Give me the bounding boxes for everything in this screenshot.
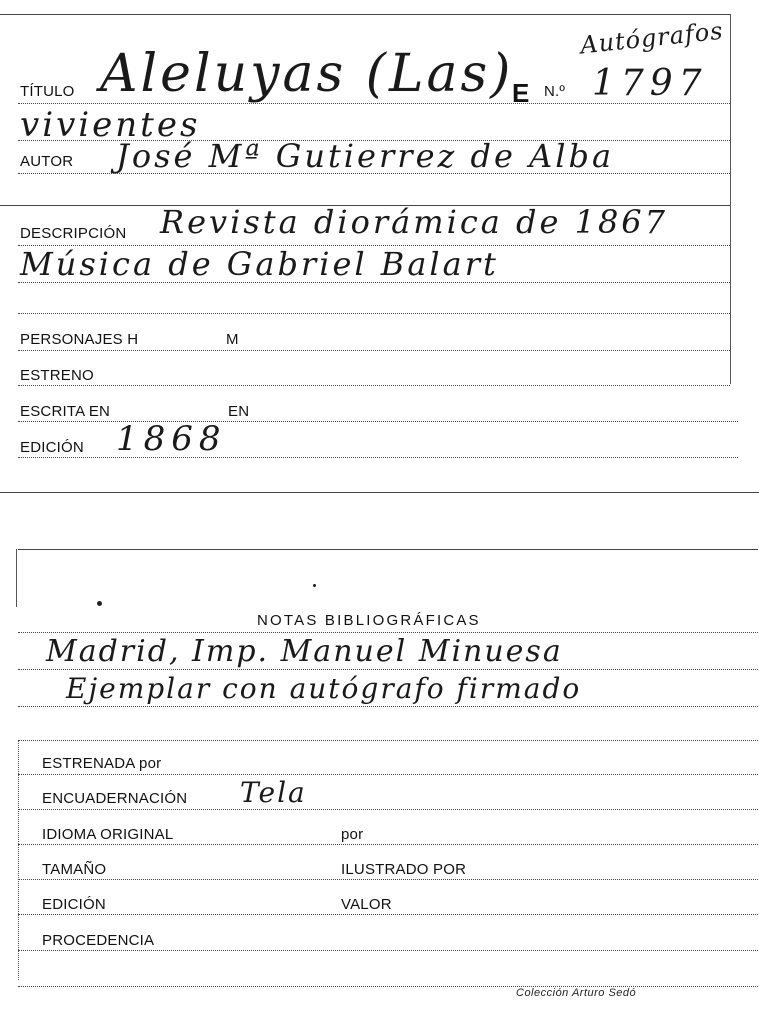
encuadernacion-handwritten: Tela: [240, 776, 307, 809]
back-bottom-line: [18, 986, 758, 987]
speck: [313, 584, 316, 587]
estrenada-label: ESTRENADA por: [42, 755, 162, 772]
titulo-label: TÍTULO: [20, 83, 75, 100]
personajes-line: [18, 350, 730, 351]
descripcion-line-2: [18, 282, 730, 283]
escrita-en-label: ESCRITA EN: [20, 403, 111, 420]
personajes-h-label: PERSONAJES H: [20, 331, 139, 348]
descripcion-handwritten-1: Revista diorámica de 1867: [160, 203, 669, 241]
estreno-label: ESTRENO: [20, 367, 94, 384]
notas-handwritten-2: Ejemplar con autógrafo firmado: [66, 672, 582, 705]
back-edicion-line: [18, 914, 758, 915]
valor-label: VALOR: [341, 896, 392, 913]
numero-letter: E: [512, 78, 530, 108]
procedencia-label: PROCEDENCIA: [42, 932, 155, 949]
card-right-border: [730, 14, 731, 384]
edicion-label: EDICIÓN: [20, 439, 84, 456]
back-left-border-top: [16, 549, 17, 607]
notas-handwritten-1: Madrid, Imp. Manuel Minuesa: [46, 634, 563, 669]
ilustrado-label: ILUSTRADO POR: [341, 861, 467, 878]
idioma-por-label: por: [341, 826, 364, 843]
catalog-card-front: [0, 0, 759, 495]
back-top-border: [18, 549, 758, 550]
descripcion-label: DESCRIPCIÓN: [20, 225, 127, 242]
titulo-handwritten-line2: vivientes: [20, 105, 201, 145]
procedencia-line: [18, 950, 758, 951]
catalog-card-back: [0, 545, 759, 1020]
estrenada-line: [18, 774, 758, 775]
idioma-line: [18, 844, 758, 845]
encuadernacion-line: [18, 809, 758, 810]
speck: [97, 601, 102, 606]
numero-label: N.º: [544, 83, 566, 100]
tamano-label: TAMAÑO: [42, 861, 107, 878]
tamano-line: [18, 879, 758, 880]
back-edicion-label: EDICIÓN: [42, 896, 106, 913]
notas-title: NOTAS BIBLIOGRÁFICAS: [257, 612, 481, 629]
escrita-en-2-label: EN: [228, 403, 250, 420]
notas-line-1: [18, 632, 758, 633]
titulo-line: [18, 103, 730, 104]
autor-handwritten: José Mª Gutierrez de Alba: [116, 137, 615, 175]
encuadernacion-label: ENCUADERNACIÓN: [42, 790, 188, 807]
descripcion-handwritten-2: Música de Gabriel Balart: [20, 245, 499, 283]
numero-handwritten: 1797: [592, 63, 708, 104]
estreno-line: [18, 385, 730, 386]
notas-line-4: [18, 740, 758, 741]
autor-line: [18, 173, 730, 174]
edicion-handwritten: 1868: [116, 419, 227, 459]
corner-note: Autógrafos: [578, 16, 725, 60]
notas-line-3: [18, 706, 758, 707]
autor-label: AUTOR: [20, 153, 74, 170]
collection-credit: Colección Arturo Sedó: [516, 987, 637, 999]
personajes-m-label: M: [226, 331, 239, 348]
card-top-border: [0, 14, 730, 15]
titulo-handwritten: Aleluyas (Las): [100, 44, 514, 104]
descripcion-line-3: [18, 313, 730, 314]
edicion-line: [18, 457, 738, 458]
back-left-border: [18, 740, 19, 980]
notas-line-2: [18, 669, 758, 670]
card-bottom-edge: [0, 492, 759, 493]
idioma-label: IDIOMA ORIGINAL: [42, 826, 174, 843]
